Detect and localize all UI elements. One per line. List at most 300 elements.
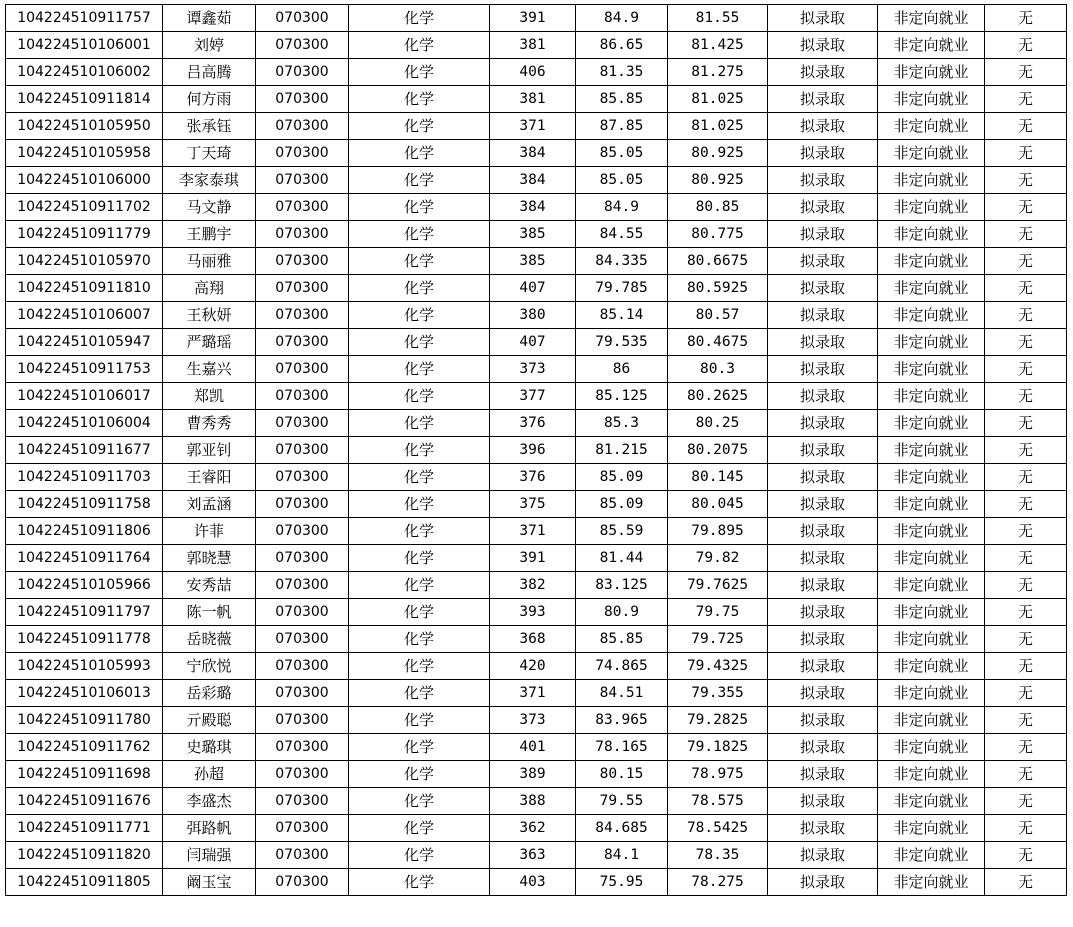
major-code-cell: 070300 — [256, 86, 349, 113]
employment-type-cell: 非定向就业 — [878, 275, 985, 302]
table-row — [6, 734, 1067, 761]
total-score-cell: 80.85 — [668, 194, 768, 221]
status-cell: 拟录取 — [768, 842, 878, 869]
retest-score-cell: 80.15 — [576, 761, 668, 788]
employment-type-cell: 非定向就业 — [878, 869, 985, 896]
remark-cell: 无 — [985, 140, 1067, 167]
exam-number-cell: 104224510911762 — [6, 734, 163, 761]
major-code-cell: 070300 — [256, 572, 349, 599]
initial-score-cell: 375 — [490, 491, 576, 518]
initial-score-cell: 385 — [490, 248, 576, 275]
table-row — [6, 410, 1067, 437]
employment-type-cell: 非定向就业 — [878, 329, 985, 356]
initial-score-cell: 381 — [490, 86, 576, 113]
employment-type-cell: 非定向就业 — [878, 572, 985, 599]
major-name-cell: 化学 — [349, 194, 490, 221]
exam-number-cell: 104224510105993 — [6, 653, 163, 680]
total-score-cell: 78.575 — [668, 788, 768, 815]
total-score-cell: 81.425 — [668, 32, 768, 59]
major-code-cell: 070300 — [256, 329, 349, 356]
remark-cell: 无 — [985, 518, 1067, 545]
remark-cell: 无 — [985, 788, 1067, 815]
table-row — [6, 437, 1067, 464]
major-code-cell: 070300 — [256, 59, 349, 86]
status-cell: 拟录取 — [768, 113, 878, 140]
total-score-cell: 79.2825 — [668, 707, 768, 734]
name-cell: 张承钰 — [163, 113, 256, 140]
initial-score-cell: 373 — [490, 356, 576, 383]
retest-score-cell: 84.335 — [576, 248, 668, 275]
major-name-cell: 化学 — [349, 221, 490, 248]
total-score-cell: 79.4325 — [668, 653, 768, 680]
total-score-cell: 80.6675 — [668, 248, 768, 275]
exam-number-cell: 104224510911820 — [6, 842, 163, 869]
initial-score-cell: 388 — [490, 788, 576, 815]
initial-score-cell: 391 — [490, 545, 576, 572]
total-score-cell: 79.355 — [668, 680, 768, 707]
employment-type-cell: 非定向就业 — [878, 437, 985, 464]
status-cell: 拟录取 — [768, 410, 878, 437]
initial-score-cell: 380 — [490, 302, 576, 329]
status-cell: 拟录取 — [768, 32, 878, 59]
initial-score-cell: 363 — [490, 842, 576, 869]
total-score-cell: 80.3 — [668, 356, 768, 383]
status-cell: 拟录取 — [768, 59, 878, 86]
name-cell: 马丽雅 — [163, 248, 256, 275]
name-cell: 宁欣悦 — [163, 653, 256, 680]
major-code-cell: 070300 — [256, 518, 349, 545]
table-row — [6, 491, 1067, 518]
remark-cell: 无 — [985, 356, 1067, 383]
total-score-cell: 79.725 — [668, 626, 768, 653]
major-name-cell: 化学 — [349, 707, 490, 734]
name-cell: 王秋妍 — [163, 302, 256, 329]
initial-score-cell: 384 — [490, 194, 576, 221]
retest-score-cell: 84.9 — [576, 5, 668, 32]
major-name-cell: 化学 — [349, 437, 490, 464]
remark-cell: 无 — [985, 491, 1067, 518]
employment-type-cell: 非定向就业 — [878, 59, 985, 86]
exam-number-cell: 104224510911778 — [6, 626, 163, 653]
remark-cell: 无 — [985, 545, 1067, 572]
initial-score-cell: 381 — [490, 32, 576, 59]
major-name-cell: 化学 — [349, 167, 490, 194]
total-score-cell: 80.5925 — [668, 275, 768, 302]
status-cell: 拟录取 — [768, 248, 878, 275]
exam-number-cell: 104224510911764 — [6, 545, 163, 572]
total-score-cell: 80.25 — [668, 410, 768, 437]
name-cell: 刘婷 — [163, 32, 256, 59]
name-cell: 郭晓慧 — [163, 545, 256, 572]
exam-number-cell: 104224510105966 — [6, 572, 163, 599]
remark-cell: 无 — [985, 842, 1067, 869]
major-code-cell: 070300 — [256, 599, 349, 626]
major-code-cell: 070300 — [256, 707, 349, 734]
remark-cell: 无 — [985, 464, 1067, 491]
table-row — [6, 248, 1067, 275]
major-name-cell: 化学 — [349, 113, 490, 140]
employment-type-cell: 非定向就业 — [878, 32, 985, 59]
retest-score-cell: 84.55 — [576, 221, 668, 248]
remark-cell: 无 — [985, 680, 1067, 707]
major-code-cell: 070300 — [256, 410, 349, 437]
retest-score-cell: 85.05 — [576, 167, 668, 194]
table-row — [6, 275, 1067, 302]
remark-cell: 无 — [985, 167, 1067, 194]
table-row — [6, 518, 1067, 545]
major-name-cell: 化学 — [349, 464, 490, 491]
major-code-cell: 070300 — [256, 788, 349, 815]
status-cell: 拟录取 — [768, 761, 878, 788]
name-cell: 弭路帆 — [163, 815, 256, 842]
exam-number-cell: 104224510911676 — [6, 788, 163, 815]
remark-cell: 无 — [985, 383, 1067, 410]
initial-score-cell: 371 — [490, 113, 576, 140]
major-code-cell: 070300 — [256, 491, 349, 518]
table-row — [6, 221, 1067, 248]
employment-type-cell: 非定向就业 — [878, 626, 985, 653]
employment-type-cell: 非定向就业 — [878, 518, 985, 545]
initial-score-cell: 420 — [490, 653, 576, 680]
remark-cell: 无 — [985, 815, 1067, 842]
table-row — [6, 653, 1067, 680]
initial-score-cell: 371 — [490, 518, 576, 545]
initial-score-cell: 389 — [490, 761, 576, 788]
employment-type-cell: 非定向就业 — [878, 815, 985, 842]
employment-type-cell: 非定向就业 — [878, 707, 985, 734]
remark-cell: 无 — [985, 59, 1067, 86]
retest-score-cell: 81.35 — [576, 59, 668, 86]
major-code-cell: 070300 — [256, 221, 349, 248]
exam-number-cell: 104224510106007 — [6, 302, 163, 329]
major-code-cell: 070300 — [256, 275, 349, 302]
employment-type-cell: 非定向就业 — [878, 194, 985, 221]
status-cell: 拟录取 — [768, 356, 878, 383]
major-code-cell: 070300 — [256, 437, 349, 464]
table-row — [6, 869, 1067, 896]
status-cell: 拟录取 — [768, 599, 878, 626]
major-name-cell: 化学 — [349, 86, 490, 113]
major-name-cell: 化学 — [349, 248, 490, 275]
major-code-cell: 070300 — [256, 761, 349, 788]
employment-type-cell: 非定向就业 — [878, 842, 985, 869]
major-name-cell: 化学 — [349, 302, 490, 329]
total-score-cell: 80.045 — [668, 491, 768, 518]
major-name-cell: 化学 — [349, 842, 490, 869]
retest-score-cell: 85.09 — [576, 464, 668, 491]
table-row — [6, 707, 1067, 734]
remark-cell: 无 — [985, 221, 1067, 248]
name-cell: 生嘉兴 — [163, 356, 256, 383]
status-cell: 拟录取 — [768, 545, 878, 572]
retest-score-cell: 84.685 — [576, 815, 668, 842]
total-score-cell: 79.1825 — [668, 734, 768, 761]
major-code-cell: 070300 — [256, 680, 349, 707]
employment-type-cell: 非定向就业 — [878, 653, 985, 680]
exam-number-cell: 104224510106004 — [6, 410, 163, 437]
total-score-cell: 80.57 — [668, 302, 768, 329]
retest-score-cell: 85.09 — [576, 491, 668, 518]
initial-score-cell: 403 — [490, 869, 576, 896]
major-name-cell: 化学 — [349, 545, 490, 572]
table-row — [6, 140, 1067, 167]
table-row — [6, 761, 1067, 788]
employment-type-cell: 非定向就业 — [878, 167, 985, 194]
exam-number-cell: 104224510911757 — [6, 5, 163, 32]
name-cell: 曹秀秀 — [163, 410, 256, 437]
major-code-cell: 070300 — [256, 113, 349, 140]
major-name-cell: 化学 — [349, 761, 490, 788]
total-score-cell: 78.5425 — [668, 815, 768, 842]
table-row — [6, 194, 1067, 221]
exam-number-cell: 104224510106013 — [6, 680, 163, 707]
major-name-cell: 化学 — [349, 518, 490, 545]
major-code-cell: 070300 — [256, 302, 349, 329]
status-cell: 拟录取 — [768, 5, 878, 32]
employment-type-cell: 非定向就业 — [878, 761, 985, 788]
remark-cell: 无 — [985, 248, 1067, 275]
remark-cell: 无 — [985, 761, 1067, 788]
employment-type-cell: 非定向就业 — [878, 464, 985, 491]
initial-score-cell: 396 — [490, 437, 576, 464]
exam-number-cell: 104224510106002 — [6, 59, 163, 86]
table-row — [6, 32, 1067, 59]
table-row — [6, 59, 1067, 86]
major-code-cell: 070300 — [256, 464, 349, 491]
remark-cell: 无 — [985, 599, 1067, 626]
retest-score-cell: 79.55 — [576, 788, 668, 815]
retest-score-cell: 85.3 — [576, 410, 668, 437]
status-cell: 拟录取 — [768, 707, 878, 734]
table-row — [6, 626, 1067, 653]
retest-score-cell: 85.14 — [576, 302, 668, 329]
major-name-cell: 化学 — [349, 680, 490, 707]
name-cell: 王睿阳 — [163, 464, 256, 491]
remark-cell: 无 — [985, 626, 1067, 653]
table-row — [6, 167, 1067, 194]
major-name-cell: 化学 — [349, 32, 490, 59]
retest-score-cell: 80.9 — [576, 599, 668, 626]
initial-score-cell: 384 — [490, 140, 576, 167]
retest-score-cell: 83.125 — [576, 572, 668, 599]
retest-score-cell: 84.9 — [576, 194, 668, 221]
major-name-cell: 化学 — [349, 599, 490, 626]
table-body — [6, 5, 1067, 896]
name-cell: 刘孟涵 — [163, 491, 256, 518]
status-cell: 拟录取 — [768, 167, 878, 194]
name-cell: 闫瑞强 — [163, 842, 256, 869]
total-score-cell: 79.7625 — [668, 572, 768, 599]
initial-score-cell: 391 — [490, 5, 576, 32]
retest-score-cell: 79.785 — [576, 275, 668, 302]
table-row — [6, 5, 1067, 32]
major-name-cell: 化学 — [349, 383, 490, 410]
name-cell: 许菲 — [163, 518, 256, 545]
remark-cell: 无 — [985, 275, 1067, 302]
initial-score-cell: 373 — [490, 707, 576, 734]
total-score-cell: 80.2625 — [668, 383, 768, 410]
retest-score-cell: 84.51 — [576, 680, 668, 707]
remark-cell: 无 — [985, 194, 1067, 221]
total-score-cell: 80.925 — [668, 167, 768, 194]
retest-score-cell: 81.44 — [576, 545, 668, 572]
exam-number-cell: 104224510105958 — [6, 140, 163, 167]
table-row — [6, 599, 1067, 626]
total-score-cell: 78.975 — [668, 761, 768, 788]
employment-type-cell: 非定向就业 — [878, 491, 985, 518]
retest-score-cell: 79.535 — [576, 329, 668, 356]
name-cell: 阚玉宝 — [163, 869, 256, 896]
employment-type-cell: 非定向就业 — [878, 383, 985, 410]
exam-number-cell: 104224510105970 — [6, 248, 163, 275]
total-score-cell: 79.895 — [668, 518, 768, 545]
major-code-cell: 070300 — [256, 383, 349, 410]
total-score-cell: 78.275 — [668, 869, 768, 896]
major-code-cell: 070300 — [256, 194, 349, 221]
major-code-cell: 070300 — [256, 5, 349, 32]
name-cell: 陈一帆 — [163, 599, 256, 626]
status-cell: 拟录取 — [768, 275, 878, 302]
major-code-cell: 070300 — [256, 842, 349, 869]
name-cell: 李家泰琪 — [163, 167, 256, 194]
exam-number-cell: 104224510911677 — [6, 437, 163, 464]
major-name-cell: 化学 — [349, 329, 490, 356]
total-score-cell: 79.75 — [668, 599, 768, 626]
name-cell: 吕高腾 — [163, 59, 256, 86]
exam-number-cell: 104224510105947 — [6, 329, 163, 356]
retest-score-cell: 85.05 — [576, 140, 668, 167]
major-name-cell: 化学 — [349, 140, 490, 167]
employment-type-cell: 非定向就业 — [878, 221, 985, 248]
retest-score-cell: 84.1 — [576, 842, 668, 869]
employment-type-cell: 非定向就业 — [878, 788, 985, 815]
major-code-cell: 070300 — [256, 626, 349, 653]
exam-number-cell: 104224510106001 — [6, 32, 163, 59]
major-name-cell: 化学 — [349, 5, 490, 32]
total-score-cell: 80.775 — [668, 221, 768, 248]
status-cell: 拟录取 — [768, 788, 878, 815]
initial-score-cell: 407 — [490, 275, 576, 302]
retest-score-cell: 75.95 — [576, 869, 668, 896]
status-cell: 拟录取 — [768, 518, 878, 545]
name-cell: 李盛杰 — [163, 788, 256, 815]
employment-type-cell: 非定向就业 — [878, 302, 985, 329]
name-cell: 孙超 — [163, 761, 256, 788]
table-row — [6, 329, 1067, 356]
admission-table — [5, 4, 1067, 896]
total-score-cell: 81.025 — [668, 113, 768, 140]
retest-score-cell: 85.125 — [576, 383, 668, 410]
remark-cell: 无 — [985, 5, 1067, 32]
initial-score-cell: 371 — [490, 680, 576, 707]
exam-number-cell: 104224510106017 — [6, 383, 163, 410]
status-cell: 拟录取 — [768, 491, 878, 518]
name-cell: 马文静 — [163, 194, 256, 221]
name-cell: 何方雨 — [163, 86, 256, 113]
name-cell: 郑凯 — [163, 383, 256, 410]
employment-type-cell: 非定向就业 — [878, 140, 985, 167]
status-cell: 拟录取 — [768, 383, 878, 410]
exam-number-cell: 104224510911780 — [6, 707, 163, 734]
retest-score-cell: 83.965 — [576, 707, 668, 734]
total-score-cell: 79.82 — [668, 545, 768, 572]
major-name-cell: 化学 — [349, 869, 490, 896]
major-code-cell: 070300 — [256, 32, 349, 59]
name-cell: 严璐瑶 — [163, 329, 256, 356]
status-cell: 拟录取 — [768, 815, 878, 842]
initial-score-cell: 377 — [490, 383, 576, 410]
retest-score-cell: 87.85 — [576, 113, 668, 140]
status-cell: 拟录取 — [768, 572, 878, 599]
total-score-cell: 81.025 — [668, 86, 768, 113]
initial-score-cell: 401 — [490, 734, 576, 761]
name-cell: 岳晓薇 — [163, 626, 256, 653]
major-code-cell: 070300 — [256, 734, 349, 761]
name-cell: 史璐琪 — [163, 734, 256, 761]
retest-score-cell: 85.85 — [576, 86, 668, 113]
remark-cell: 无 — [985, 707, 1067, 734]
remark-cell: 无 — [985, 653, 1067, 680]
remark-cell: 无 — [985, 734, 1067, 761]
initial-score-cell: 384 — [490, 167, 576, 194]
table-row — [6, 356, 1067, 383]
employment-type-cell: 非定向就业 — [878, 410, 985, 437]
initial-score-cell: 362 — [490, 815, 576, 842]
exam-number-cell: 104224510911814 — [6, 86, 163, 113]
major-name-cell: 化学 — [349, 653, 490, 680]
exam-number-cell: 104224510911805 — [6, 869, 163, 896]
retest-score-cell: 86 — [576, 356, 668, 383]
table-row — [6, 842, 1067, 869]
table-row — [6, 680, 1067, 707]
status-cell: 拟录取 — [768, 302, 878, 329]
major-name-cell: 化学 — [349, 815, 490, 842]
remark-cell: 无 — [985, 302, 1067, 329]
initial-score-cell: 393 — [490, 599, 576, 626]
major-name-cell: 化学 — [349, 275, 490, 302]
remark-cell: 无 — [985, 113, 1067, 140]
major-name-cell: 化学 — [349, 491, 490, 518]
remark-cell: 无 — [985, 329, 1067, 356]
name-cell: 亓殿聪 — [163, 707, 256, 734]
exam-number-cell: 104224510911703 — [6, 464, 163, 491]
name-cell: 王鹏宇 — [163, 221, 256, 248]
table-row — [6, 788, 1067, 815]
initial-score-cell: 385 — [490, 221, 576, 248]
retest-score-cell: 85.85 — [576, 626, 668, 653]
exam-number-cell: 104224510911758 — [6, 491, 163, 518]
remark-cell: 无 — [985, 410, 1067, 437]
status-cell: 拟录取 — [768, 734, 878, 761]
status-cell: 拟录取 — [768, 329, 878, 356]
total-score-cell: 81.55 — [668, 5, 768, 32]
employment-type-cell: 非定向就业 — [878, 356, 985, 383]
remark-cell: 无 — [985, 437, 1067, 464]
status-cell: 拟录取 — [768, 869, 878, 896]
exam-number-cell: 104224510911702 — [6, 194, 163, 221]
status-cell: 拟录取 — [768, 221, 878, 248]
initial-score-cell: 376 — [490, 410, 576, 437]
status-cell: 拟录取 — [768, 653, 878, 680]
major-code-cell: 070300 — [256, 140, 349, 167]
major-code-cell: 070300 — [256, 545, 349, 572]
major-code-cell: 070300 — [256, 815, 349, 842]
table-row — [6, 464, 1067, 491]
remark-cell: 无 — [985, 32, 1067, 59]
remark-cell: 无 — [985, 869, 1067, 896]
remark-cell: 无 — [985, 572, 1067, 599]
total-score-cell: 80.4675 — [668, 329, 768, 356]
